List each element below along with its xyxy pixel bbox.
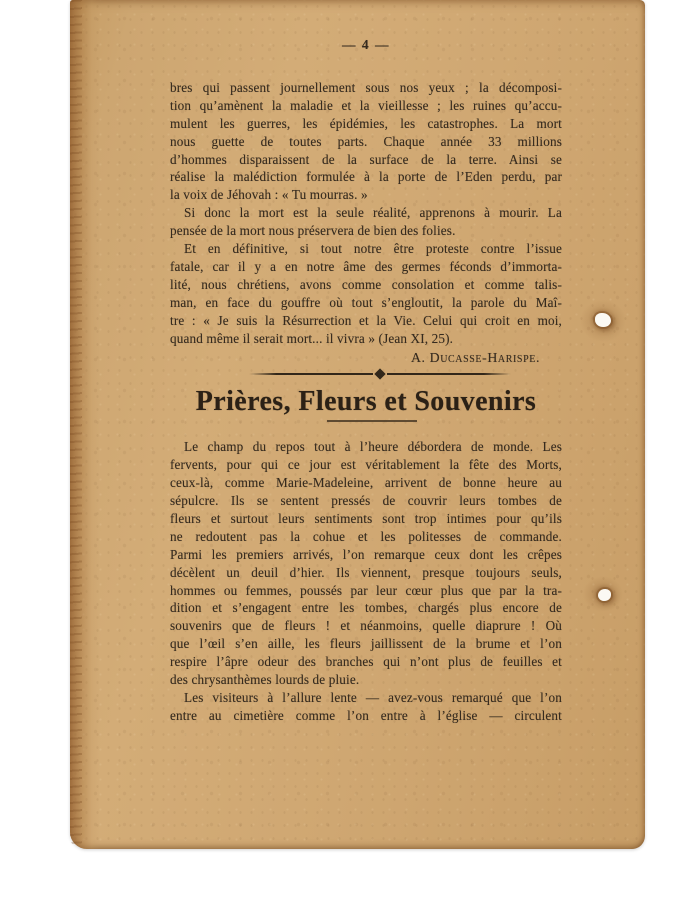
text-line: décèlent un deuil d’hier. Ils viennent, presque toujours seuls, — [170, 564, 562, 580]
title-underline — [327, 420, 417, 422]
text-line: ceux-là, comme Marie-Madeleine, arrivent de bonne heure au — [170, 475, 562, 491]
text-line: tre : « Je suis la Résurrection et la Vie. Celui qui croit en moi, — [170, 312, 562, 328]
author-signature: A. Ducasse-Harispe. — [410, 349, 540, 365]
paragraph — [170, 438, 562, 689]
text-line: quand même il serait mort... il vivra » (Jean XI, 25). — [170, 330, 454, 346]
scanned-page — [70, 0, 645, 849]
text-line: nous guette de toutes parts. Chaque année 33 millions — [170, 133, 562, 149]
text-line: Les visiteurs à l’allure lente — avez-vous remarqué que l’on — [184, 690, 562, 705]
page-deckle-edge — [70, 0, 100, 849]
text-line: bres qui passent journellement sous nos yeux ; la décomposi- — [170, 79, 562, 95]
text-line: respire l’âpre odeur des branches qui n’ont plus de feuilles et — [170, 654, 562, 670]
paragraph — [170, 689, 562, 725]
article-title: Prières, Fleurs et Souvenirs — [195, 386, 537, 418]
text-line: Le champ du repos tout à l’heure débordera de monde. Les — [184, 439, 562, 455]
text-line: mulent les guerres, les épidémies, les catastrophes. La mort — [170, 115, 562, 131]
text-line: entre au cimetière comme l’on entre à l’église — circulent — [170, 707, 562, 723]
text-line: fatale, car il y a en notre âme des germes féconds d’immorta- — [170, 258, 562, 274]
text-line: dition et s’engagent entre les tombes, chargés plus encore de — [170, 600, 562, 616]
text-block — [170, 0, 562, 725]
paragraph-continuation — [170, 79, 562, 204]
worm-hole — [598, 589, 611, 601]
page-number: — 4 — — [342, 37, 390, 52]
text-line: Et en définitive, si tout notre être proteste contre l’issue — [184, 241, 562, 257]
worm-hole — [595, 313, 611, 327]
paragraph — [170, 204, 562, 240]
text-line: réalise la malédiction formulée à la porte de l’Eden perdu, par — [170, 169, 562, 185]
text-line: souvenirs que de fleurs ! et néanmoins, quelle diaprure ! Où — [170, 618, 562, 634]
text-line: fleurs et surtout leurs sentiments sont trop intimes pour qu’ils — [170, 510, 562, 526]
text-line: fervents, pour qui ce jour est véritablement la fête des Morts, — [170, 457, 562, 473]
text-line: pensée de la mort nous préservera de bien des folies. — [170, 223, 456, 239]
text-line: ne redoutent pas la cohue et les politesses de commande. — [170, 528, 562, 544]
divider-rule-left — [249, 373, 373, 375]
section-divider — [249, 370, 511, 378]
text-line: d’hommes disparaissent de la surface de la terre. Ainsi se — [170, 151, 562, 167]
divider-rule-right — [387, 373, 511, 375]
text-line: la voix de Jéhovah : « Tu mourras. » — [170, 187, 368, 203]
text-line: lité, nous chrétiens, avons comme consolation et comme talis- — [170, 276, 562, 292]
text-line: sépulcre. Ils se sentent pressés de couvrir leurs tombes de — [170, 493, 562, 509]
text-line: Si donc la mort est la seule réalité, apprenons à mourir. La — [184, 205, 562, 221]
text-line: des chrysanthèmes lourds de pluie. — [170, 672, 360, 688]
text-line: tion qu’amènent la maladie et la vieillesse ; les ruines qu’accu- — [170, 97, 562, 113]
text-line: man, en face du gouffre où tout s’engloutit, la parole du Maî- — [170, 294, 562, 310]
text-line: Parmi les premiers arrivés, l’on remarque ceux dont les crêpes — [170, 546, 562, 562]
paragraph — [170, 240, 562, 347]
diamond-ornament-icon — [374, 369, 385, 380]
text-line: que l’œil s’en aille, les fleurs jaillissent de la brume et l’on — [170, 636, 562, 652]
text-line: hommes ou femmes, poussés par leur cœur plus que par la tra- — [170, 582, 562, 598]
